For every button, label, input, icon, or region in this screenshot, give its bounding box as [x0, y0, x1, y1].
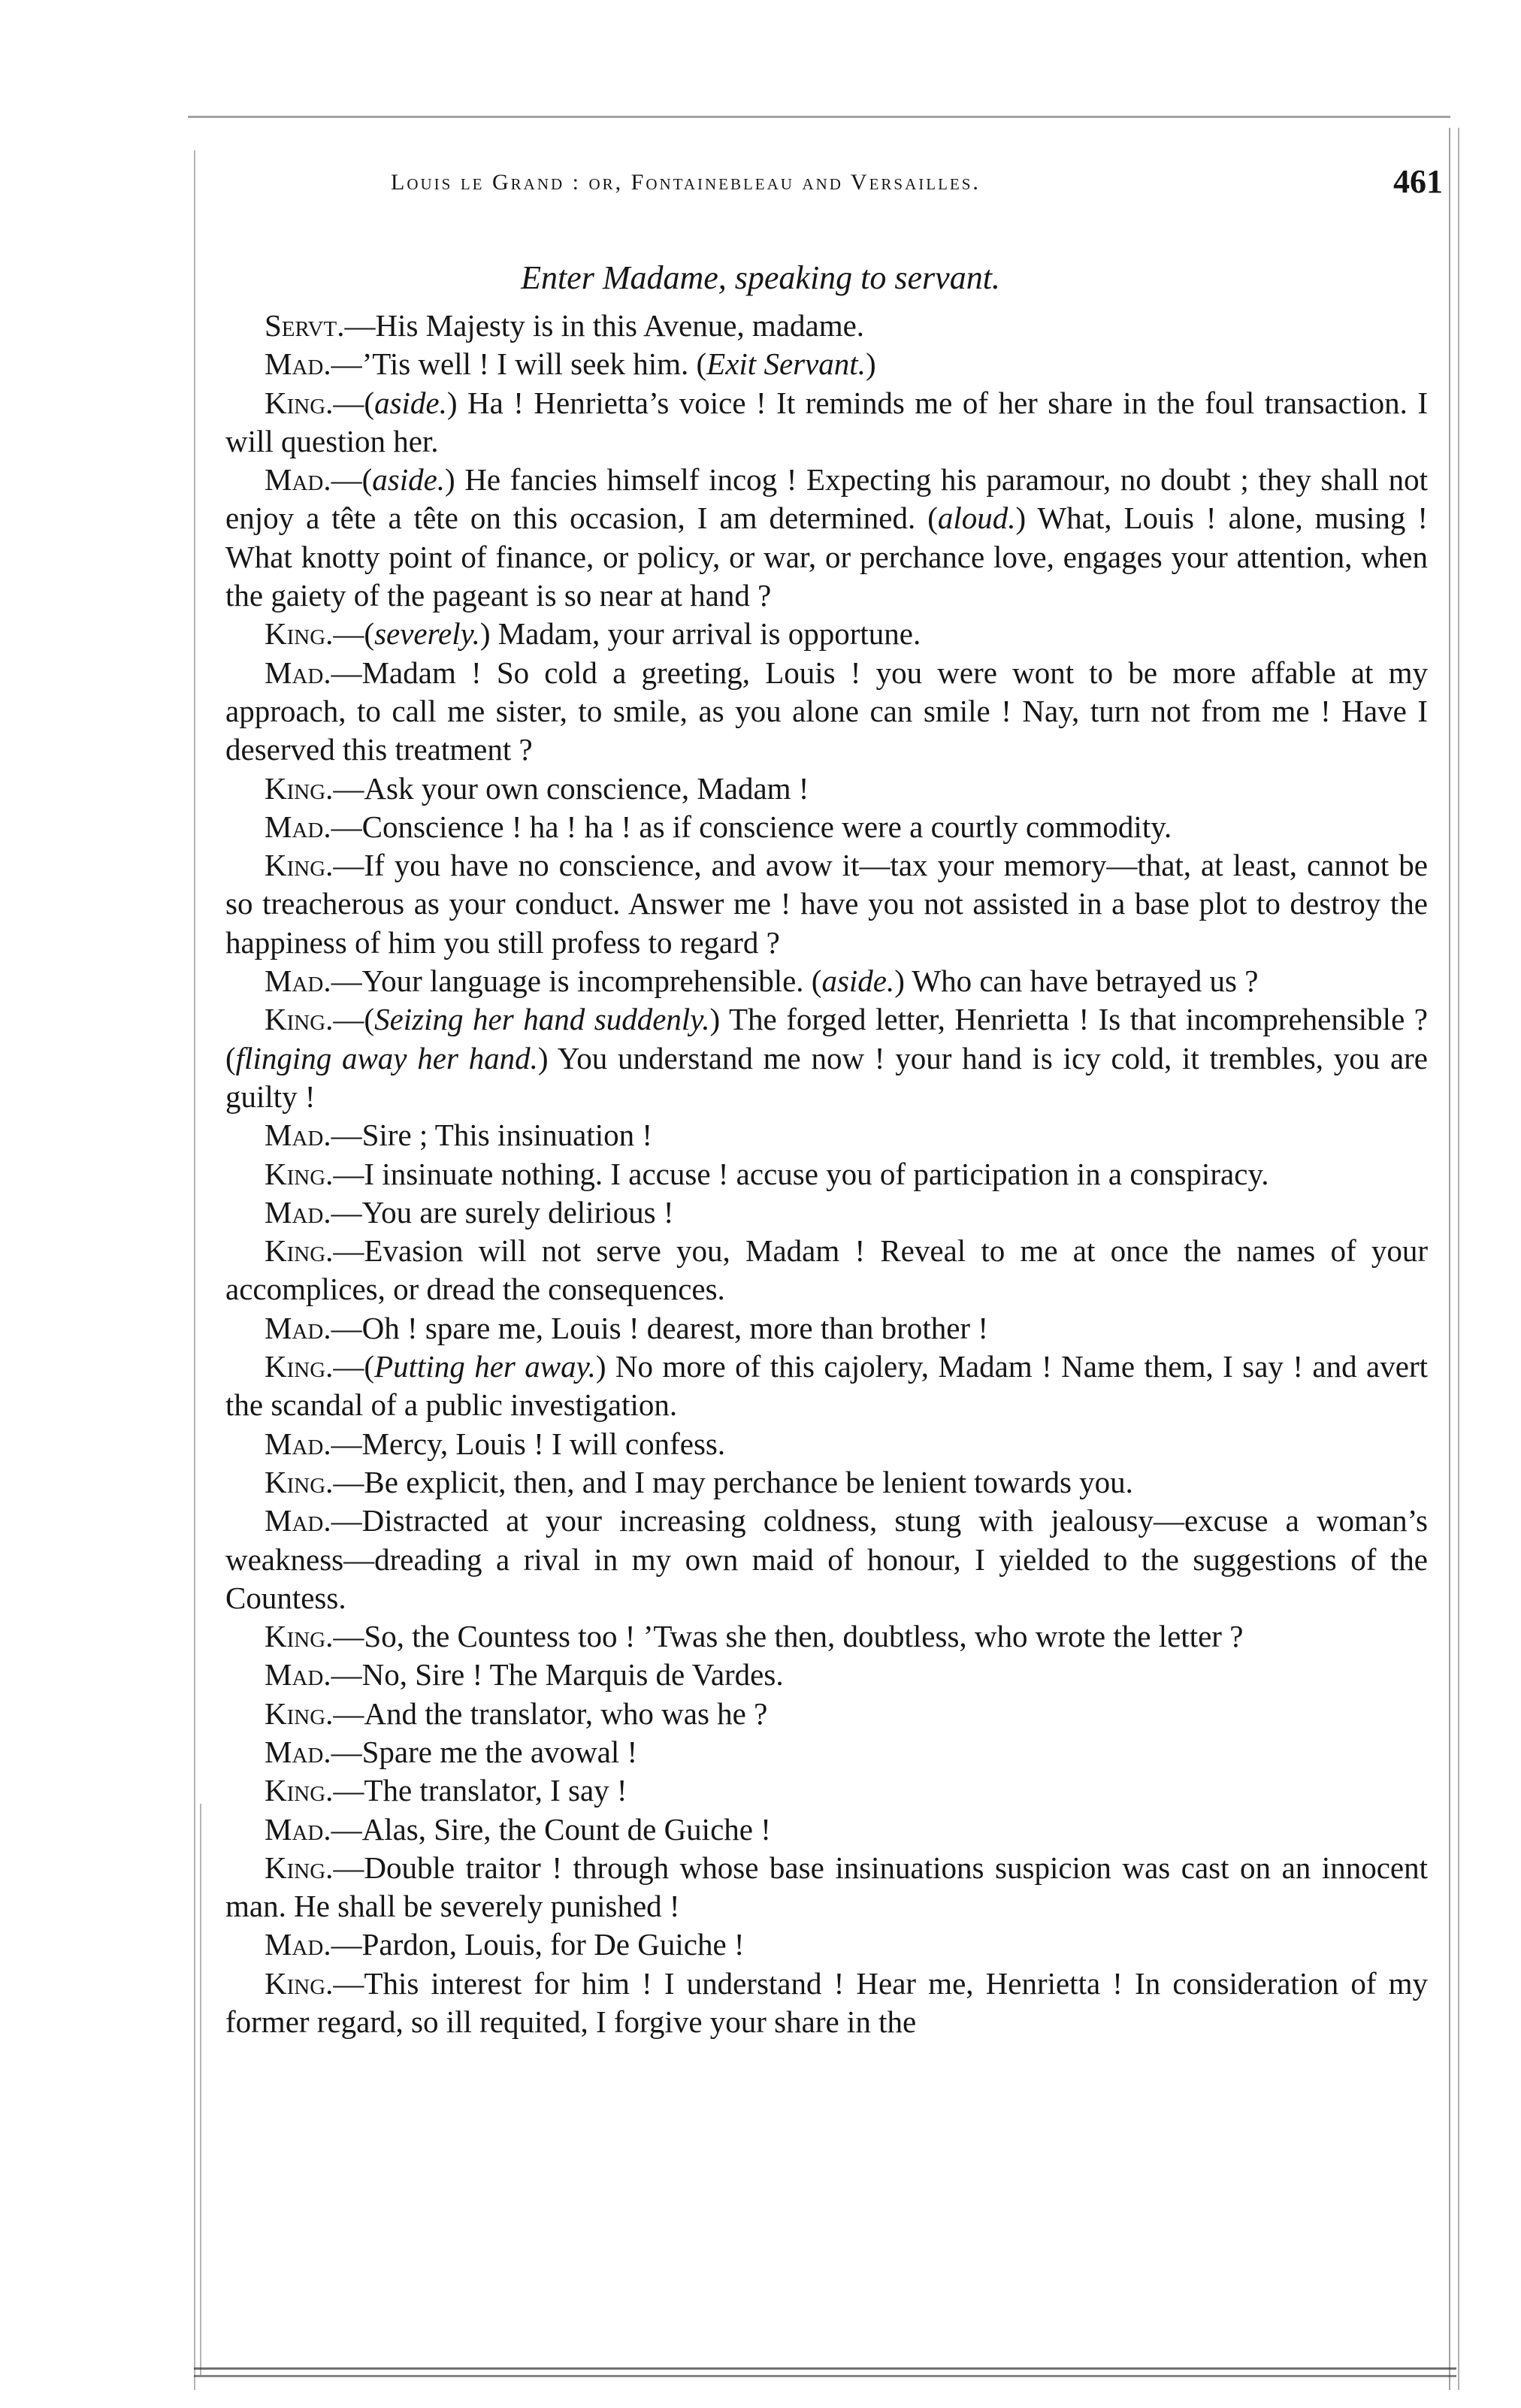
speech-text: You are surely delirious !	[361, 1194, 674, 1230]
speech-text: (	[364, 385, 375, 420]
speech-text: Double traitor ! through whose base insinuations suspicion was cast on an innocent man. He shall be severely punished !	[225, 1850, 1428, 1924]
speech-text: Sire ; This insinuation !	[361, 1118, 653, 1153]
speech-text: ) No more of this cajolery, Madam ! Name them, I say ! and avert the scandal of a public investigation.	[225, 1349, 1428, 1423]
speech-text: Evasion will not serve you, Madam ! Reveal to me at once the names of your accomplices, or dread the consequences.	[225, 1233, 1428, 1307]
speaker-name: King.	[265, 1349, 334, 1384]
speaker-name: Mad.	[265, 1118, 331, 1153]
dialogue-paragraph: King.—This interest for him ! I understand ! Hear me, Henrietta ! In consideration of my former regard, so ill requited, I forgive your share in the	[225, 1965, 1428, 2040]
speech-text: Distracted at your increasing coldness, stung with jealousy—excuse a woman’s weakness—dreading a rival in my own maid of honour, I yielded to the suggestions of the Countess.	[225, 1503, 1428, 1615]
speech-text: I insinuate nothing. I accuse ! accuse you of participation in a conspiracy.	[364, 1156, 1269, 1191]
stage-note: Putting her away.	[374, 1349, 596, 1384]
speech-text: Madam ! So cold a greeting, Louis ! you were wont to be more affable at my approach, to call me sister, to smile, as you alone can smile ! Nay, turn not from me ! Have I deserved this treatment ?	[225, 655, 1428, 767]
dialogue-paragraph: King.—And the translator, who was he ?	[265, 1696, 768, 1731]
dialogue-paragraph: King.—Ask your own conscience, Madam !	[265, 770, 809, 806]
dialogue-paragraph: King.—(Putting her away.) No more of this cajolery, Madam ! Name them, I say ! and avert the scandal of a public investigation.	[225, 1349, 1428, 1423]
speaker-name: King.	[265, 1464, 334, 1499]
right-border-line	[1449, 128, 1450, 2390]
speaker-name: King.	[265, 1773, 334, 1808]
speaker-name: Mad.	[265, 1503, 331, 1538]
right-border-line-outer	[1458, 128, 1459, 2390]
speech-text: No, Sire ! The Marquis de Vardes.	[361, 1657, 784, 1693]
speaker-name: Mad.	[265, 462, 331, 498]
left-border-line-inner	[200, 1804, 201, 2375]
speaker-name: King.	[265, 1002, 334, 1037]
dialogue-paragraph: Mad.—You are surely delirious !	[265, 1194, 674, 1230]
dialogue-paragraph: Mad.—Alas, Sire, the Count de Guiche !	[265, 1811, 771, 1847]
dialogue-paragraph: King.—Double traitor ! through whose base insinuations suspicion was cast on an innocent man. He shall be severely punished !	[225, 1850, 1428, 1924]
stage-direction: Enter Madame, speaking to servant.	[521, 259, 1000, 296]
dialogue-paragraph: King.—Evasion will not serve you, Madam ! Reveal to me at once the names of your accomplices, or dread the consequences.	[225, 1233, 1428, 1307]
speech-text: (	[364, 1349, 375, 1384]
dialogue-paragraph: King.—I insinuate nothing. I accuse ! accuse you of participation in a conspiracy.	[265, 1156, 1269, 1191]
speech-text: (	[361, 462, 373, 498]
stage-note: Exit Servant.	[706, 346, 866, 382]
speaker-name: King.	[265, 1850, 334, 1885]
stage-note: aside.	[821, 964, 895, 999]
dialogue-paragraph: King.—(aside.) Ha ! Henrietta’s voice ! It reminds me of her share in the foul transaction. I will question her.	[225, 385, 1428, 458]
dialogue-paragraph: Mad.—Conscience ! ha ! ha ! as if conscience were a courtly commodity.	[265, 809, 1172, 844]
speaker-name: Mad.	[265, 1734, 331, 1769]
speaker-name: Mad.	[265, 1426, 331, 1461]
page-header	[391, 162, 1443, 207]
speech-text: (	[364, 616, 375, 652]
speaker-name: King.	[265, 770, 334, 806]
speaker-name: Mad.	[265, 1310, 331, 1345]
dialogue-paragraph: King.—So, the Countess too ! ’Twas she then, doubtless, who wrote the letter ?	[265, 1619, 1244, 1654]
dialogue-paragraph: Mad.—Oh ! spare me, Louis ! dearest, more than brother !	[265, 1310, 988, 1345]
speaker-name: King.	[265, 616, 334, 652]
speech-text: Your language is incomprehensible. (	[361, 964, 822, 999]
stage-note: aside.	[374, 385, 447, 420]
dialogue-paragraph: Mad.—No, Sire ! The Marquis de Vardes.	[265, 1657, 784, 1693]
speech-text: Conscience ! ha ! ha ! as if conscience were a courtly commodity.	[361, 809, 1172, 844]
page-number: 461	[1393, 163, 1443, 200]
speech-text: ’Tis well ! I will seek him. (	[361, 346, 707, 382]
speaker-name: Servt.	[265, 308, 345, 343]
speaker-name: Mad.	[265, 655, 331, 690]
speech-text: Mercy, Louis ! I will confess.	[361, 1426, 726, 1461]
dialogue-text	[225, 307, 1428, 2041]
speech-text: This interest for him ! I understand ! Hear me, Henrietta ! In consideration of my former regard, so ill requited, I forgive your share in the	[225, 1965, 1428, 2040]
dialogue-paragraph: Mad.—Your language is incomprehensible. (aside.) Who can have betrayed us ?	[265, 964, 1259, 999]
speech-text: His Majesty is in this Avenue, madame.	[375, 308, 865, 343]
speaker-name: King.	[265, 1233, 334, 1269]
speaker-name: King.	[265, 1619, 334, 1654]
speaker-name: Mad.	[265, 346, 331, 382]
speech-text: And the translator, who was he ?	[364, 1696, 768, 1731]
speaker-name: King.	[265, 1965, 334, 2001]
speech-text: If you have no conscience, and avow it—tax your memory—that, at least, cannot be so treacherous as your conduct. Answer me ! have you not assisted in a base plot to destroy the happiness of him you still profess to regard ?	[225, 848, 1428, 960]
speaker-name: Mad.	[265, 1811, 331, 1847]
speaker-name: King.	[265, 1696, 334, 1731]
speaker-name: King.	[265, 1156, 334, 1191]
speaker-name: King.	[265, 848, 334, 883]
stage-note: flinging away her hand.	[235, 1040, 538, 1075]
speech-text: ) Madam, your arrival is opportune.	[479, 616, 921, 652]
dialogue-paragraph: Mad.—Spare me the avowal !	[265, 1734, 638, 1769]
dialogue-paragraph: Mad.—Mercy, Louis ! I will confess.	[265, 1426, 726, 1461]
speech-text: (	[364, 1002, 375, 1037]
dialogue-paragraph: Mad.—Madam ! So cold a greeting, Louis ! you were wont to be more affable at my approach, to call me sister, to smile, as you alone can smile ! Nay, turn not from me ! Have I deserved this treatment ?	[225, 655, 1428, 767]
speaker-name: Mad.	[265, 1194, 331, 1230]
speech-text: Be explicit, then, and I may perchance be lenient towards you.	[364, 1464, 1133, 1499]
bottom-rule	[194, 2367, 1456, 2370]
speech-text: Oh ! spare me, Louis ! dearest, more than brother !	[361, 1310, 988, 1345]
speech-text: ) You understand me now ! your hand is icy cold, it trembles, you are guilty !	[225, 1040, 1428, 1114]
bottom-rule-double	[194, 2375, 1456, 2377]
stage-note: aside.	[372, 462, 446, 498]
dialogue-paragraph: Mad.—Distracted at your increasing coldness, stung with jealousy—excuse a woman’s weakness—dreading a rival in my own maid of honour, I yielded to the suggestions of the Countess.	[225, 1503, 1428, 1615]
dialogue-paragraph: King.—(Seizing her hand suddenly.) The forged letter, Henrietta ! Is that incomprehensible ? (flinging away her hand.) You understand me now ! your hand is icy cold, it trembles, you are guilty !	[225, 1002, 1428, 1114]
dialogue-paragraph: King.—The translator, I say !	[265, 1773, 627, 1808]
speech-text: Alas, Sire, the Count de Guiche !	[361, 1811, 771, 1847]
stage-note: severely.	[374, 616, 480, 652]
speech-text: ) The forged letter, Henrietta ! Is that incomprehensible ? (	[225, 1002, 1428, 1075]
dialogue-paragraph: Servt.—His Majesty is in this Avenue, madame.	[265, 308, 865, 343]
speaker-name: Mad.	[265, 1657, 331, 1693]
speech-text: Pardon, Louis, for De Guiche !	[361, 1927, 745, 1962]
dialogue-paragraph: King.—Be explicit, then, and I may perchance be lenient towards you.	[265, 1464, 1133, 1499]
speaker-name: Mad.	[265, 964, 331, 999]
dialogue-paragraph: Mad.—’Tis well ! I will seek him. (Exit Servant.)	[265, 346, 876, 382]
speech-text: ) What, Louis ! alone, musing ! What knotty point of finance, or policy, or war, or perchance love, engages your attention, when the gaiety of the pageant is so near at hand ?	[225, 501, 1428, 613]
dialogue-paragraph: Mad.—Pardon, Louis, for De Guiche !	[265, 1927, 745, 1962]
speech-text: The translator, I say !	[364, 1773, 627, 1808]
speech-text: So, the Countess too ! ’Twas she then, doubtless, who wrote the letter ?	[364, 1619, 1244, 1654]
dialogue-paragraph: King.—If you have no conscience, and avow it—tax your memory—that, at least, cannot be so treacherous as your conduct. Answer me ! have you not assisted in a base plot to destroy the happiness of him you still profess to regard ?	[225, 848, 1428, 960]
speech-text: Ask your own conscience, Madam !	[364, 770, 809, 806]
speech-text: Spare me the avowal !	[361, 1734, 638, 1769]
speech-text: ) He fancies himself incog ! Expecting his paramour, no doubt ; they shall not enjoy a tête a tête on this occasion, I am determined. (	[225, 462, 1428, 536]
speech-text: ) Who can have betrayed us ?	[894, 964, 1259, 999]
speech-text: ) Ha ! Henrietta’s voice ! It reminds me of her share in the foul transaction. I will question her.	[225, 385, 1428, 458]
left-border-line	[194, 150, 195, 2390]
dialogue-paragraph: Mad.—Sire ; This insinuation !	[265, 1118, 653, 1153]
running-title: Louis le Grand : or, Fontainebleau and Versailles.	[391, 170, 981, 195]
speech-text: )	[865, 346, 876, 382]
speaker-name: Mad.	[265, 1927, 331, 1962]
dialogue-paragraph: Mad.—(aside.) He fancies himself incog ! Expecting his paramour, no doubt ; they shall not enjoy a tête a tête on this occasion, I am determined. (aloud.) What, Louis ! alone, musing ! What knotty point of finance, or policy, or war, or perchance love, engages your attention, when the gaiety of the pageant is so near at hand ?	[225, 462, 1428, 613]
speaker-name: King.	[265, 385, 334, 420]
top-rule	[188, 116, 1450, 118]
dialogue-paragraph: King.—(severely.) Madam, your arrival is opportune.	[265, 616, 921, 652]
stage-note: Seizing her hand suddenly.	[374, 1002, 710, 1037]
stage-note: aloud.	[937, 501, 1016, 536]
speaker-name: Mad.	[265, 809, 331, 844]
